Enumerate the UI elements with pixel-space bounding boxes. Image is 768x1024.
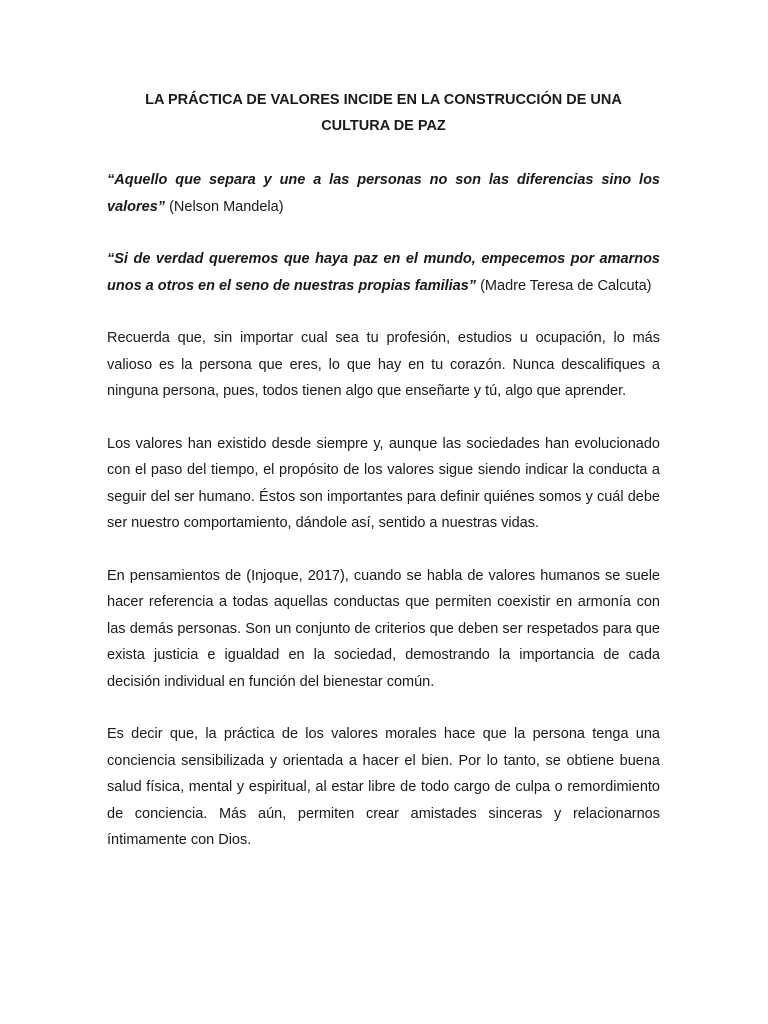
quote-author: (Nelson Mandela)	[165, 198, 284, 215]
title-line-2: CULTURA DE PAZ	[321, 118, 446, 134]
quote-author: (Madre Teresa de Calcuta)	[476, 277, 652, 294]
quote-madre-teresa	[107, 246, 660, 299]
document-title	[107, 87, 660, 139]
paragraph-4: Es decir que, la práctica de los valores morales hace que la persona tenga una conciencia sensibilizada y orientada a hacer el bien. Por lo tanto, se obtiene buena salud física, mental y espiritual, al estar libre de todo cargo de culpa o remordimiento de conciencia. Más aún, permiten crear amistades sinceras y relacionarnos íntimamente con Dios.	[107, 726, 660, 848]
quote-text: “Si de verdad queremos que haya paz en el mundo, empecemos por amarnos unos a otros en el seno de nuestras propias familias”	[107, 251, 660, 294]
paragraph-2: Los valores han existido desde siempre y, aunque las sociedades han evolucionado con el paso del tiempo, el propósito de los valores sigue siendo indicar la conducta a seguir del ser humano. Éstos son importantes para definir quiénes somos y cuál debe ser nuestro comportamiento, dándole así, sentido a nuestras vidas.	[107, 435, 660, 531]
quote-text: “Aquello que separa y une a las personas no son las diferencias sino los valores”	[107, 172, 660, 215]
quote-mandela	[107, 167, 660, 220]
paragraph-3: En pensamientos de (Injoque, 2017), cuando se habla de valores humanos se suele hacer referencia a todas aquellas conductas que permiten coexistir en armonía con las demás personas. Son un conjunto de criterios que deben ser respetados para que exista justicia e igualdad en la sociedad, demostrando la importancia de cada decisión individual en función del bienestar común.	[107, 567, 660, 690]
title-line-1: LA PRÁCTICA DE VALORES INCIDE EN LA CONSTRUCCIÓN DE UNA	[145, 92, 622, 108]
paragraph-1: Recuerda que, sin importar cual sea tu profesión, estudios u ocupación, lo más valioso es la persona que eres, lo que hay en tu corazón. Nunca descalifiques a ninguna persona, pues, todos tienen algo que enseñarte y tú, algo que aprender.	[107, 330, 660, 399]
